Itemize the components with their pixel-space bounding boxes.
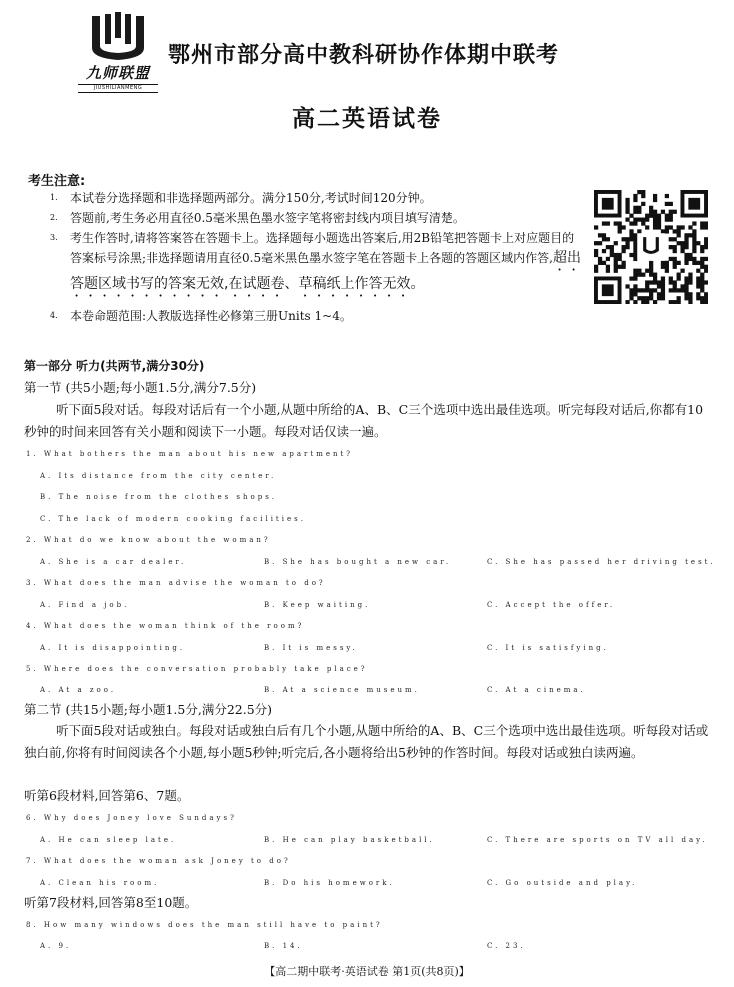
logo: [78, 10, 158, 98]
material-6-heading: 听第6段材料,回答第6、7题。: [24, 788, 190, 803]
notice-number: 2.: [50, 213, 58, 222]
question-8: 8. How many windows does the man still have to paint?: [26, 921, 383, 929]
question-8-option-b: B. 14.: [264, 942, 303, 950]
question-2-option-a: A. She is a car dealer.: [40, 558, 187, 566]
paper-title: 高二英语试卷: [292, 106, 442, 132]
section-one-title: 第一节 (共5小题;每小题1.5分,满分7.5分): [24, 380, 257, 395]
notice-emphasis: 超出答题区域书写的答案无效,在试题卷、草稿纸上作答无效。: [70, 250, 581, 292]
qr-code-icon: [594, 190, 708, 304]
question-6: 6. Why does Joney love Sundays?: [26, 814, 237, 822]
exam-title: 鄂州市部分高中教科研协作体期中联考: [168, 43, 560, 68]
question-2-option-c: C. She has passed her driving test.: [487, 558, 716, 566]
question-5-option-c: C. At a cinema.: [487, 686, 586, 694]
page-footer: 【高二期中联考·英语试卷 第1页(共8页)】: [264, 965, 470, 978]
section-two-instructions: 听下面5段对话或独白。每段对话或独白后有几个小题,从题中所给的A、B、C三个选项中选出最佳选项。听每段对话或独白前,你将有时间阅读各个小题,每小题5秒钟;听完后,各小题将给出5秒钟的作答时间。每段对话或独白读两遍。: [24, 723, 709, 760]
question-2: 2. What do we know about the woman?: [26, 536, 271, 544]
notice-heading: 考生注意:: [28, 174, 86, 189]
notice-item: [50, 188, 586, 208]
question-4-option-c: C. It is satisfying.: [487, 644, 609, 652]
section-two-title: 第二节 (共15小题;每小题1.5分,满分22.5分): [24, 702, 273, 717]
notice-text: 本试卷分选择题和非选择题两部分。满分150分,考试时间120分钟。: [70, 191, 432, 205]
notice-text: 考生作答时,请将答案答在答题卡上。选择题每小题选出答案后,用2B铅笔把答题卡上对应题目的答案标号涂黑;非选择题请用直径0.5毫米黑色墨水签字笔在答题卡上各题的答题区域内作答,: [70, 231, 575, 265]
notice-item: [50, 228, 586, 300]
qr-code: [594, 190, 708, 304]
question-8-option-a: A. 9.: [40, 942, 72, 950]
notice-list: [50, 188, 586, 326]
question-5-option-b: B. At a science museum.: [264, 686, 420, 694]
section-one-instructions: 听下面5段对话。每段对话后有一个小题,从题中所给的A、B、C三个选项中选出最佳选项。听完每段对话后,你都有10秒钟的时间来回答有关小题和阅读下一小题。每段对话仅读一遍。: [24, 402, 704, 439]
question-5: 5. Where does the conversation probably take place?: [26, 665, 368, 673]
material-7-heading: 听第7段材料,回答第8至10题。: [24, 895, 198, 910]
question-7-option-b: B. Do his homework.: [264, 879, 395, 887]
question-6-option-a: A. He can sleep late.: [40, 836, 177, 844]
question-4-option-b: B. It is messy.: [264, 644, 358, 652]
question-6-option-c: C. There are sports on TV all day.: [487, 836, 708, 844]
question-1-option-b: B. The noise from the clothes shops.: [40, 493, 278, 501]
logo-name: 九师联盟: [85, 64, 150, 82]
part-one-title: 第一部分 听力(共两节,满分30分): [24, 359, 205, 373]
notice-item: [50, 208, 586, 228]
question-4: 4. What does the woman think of the room?: [26, 622, 305, 630]
notice-text: 答题前,考生务必用直径0.5毫米黑色墨水签字笔将密封线内项目填写清楚。: [70, 211, 465, 225]
question-7-option-c: C. Go outside and play.: [487, 879, 638, 887]
question-6-option-b: B. He can play basketball.: [264, 836, 435, 844]
question-3-option-b: B. Keep waiting.: [264, 601, 371, 609]
question-3-option-a: A. Find a job.: [40, 601, 130, 609]
question-8-option-c: C. 23.: [487, 942, 526, 950]
notice-item: [50, 306, 586, 326]
question-5-option-a: A. At a zoo.: [40, 686, 117, 694]
question-1-option-c: C. The lack of modern cooking facilities.: [40, 515, 306, 523]
question-1: 1. What bothers the man about his new apartment?: [26, 450, 354, 458]
question-7-option-a: A. Clean his room.: [40, 879, 160, 887]
notice-number: 1.: [50, 193, 58, 202]
question-1-option-a: A. Its distance from the city center.: [40, 472, 277, 480]
question-3-option-c: C. Accept the offer.: [487, 601, 616, 609]
logo-subtitle: JIUSHILIANMENG: [78, 84, 158, 93]
question-2-option-b: B. She has bought a new car.: [264, 558, 452, 566]
notice-text-block: [70, 228, 586, 300]
question-3: 3. What does the man advise the woman to do?: [26, 579, 326, 587]
notice-text: 本卷命题范围:人教版选择性必修第三册Units 1~4。: [70, 309, 352, 323]
notice-number: 3.: [50, 233, 58, 242]
logo-emblem-icon: [78, 10, 158, 62]
notice-number: 4.: [50, 311, 58, 320]
question-4-option-a: A. It is disappointing.: [40, 644, 186, 652]
question-7: 7. What does the woman ask Joney to do?: [26, 857, 291, 865]
